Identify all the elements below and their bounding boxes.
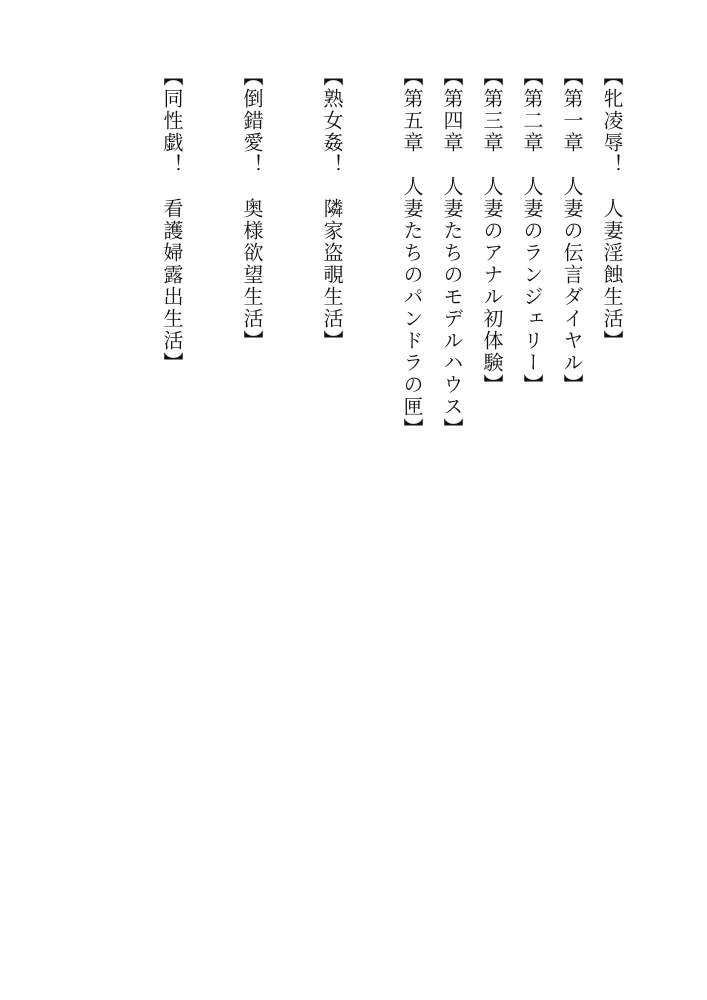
chapter-5-line: 【第五章 人妻たちのパンドラの匣】 bbox=[400, 66, 424, 440]
story-2-title-line: 【熟女姦！ 隣家盗覗生活】 bbox=[320, 66, 344, 352]
story-4-title-line: 【同性戯！ 看護婦露出生活】 bbox=[160, 66, 184, 374]
chapter-4-line: 【第四章 人妻たちのモデルハウス】 bbox=[440, 66, 464, 440]
chapter-1-line: 【第一章 人妻の伝言ダイヤル】 bbox=[560, 66, 584, 396]
chapter-2-line: 【第二章 人妻のランジェリー】 bbox=[520, 66, 544, 396]
book-title-line: 【牝凌辱！ 人妻淫蝕生活】 bbox=[600, 66, 624, 352]
story-3-title-line: 【倒錯愛！ 奥様欲望生活】 bbox=[240, 66, 264, 352]
chapter-3-line: 【第三章 人妻のアナル初体験】 bbox=[480, 66, 504, 396]
